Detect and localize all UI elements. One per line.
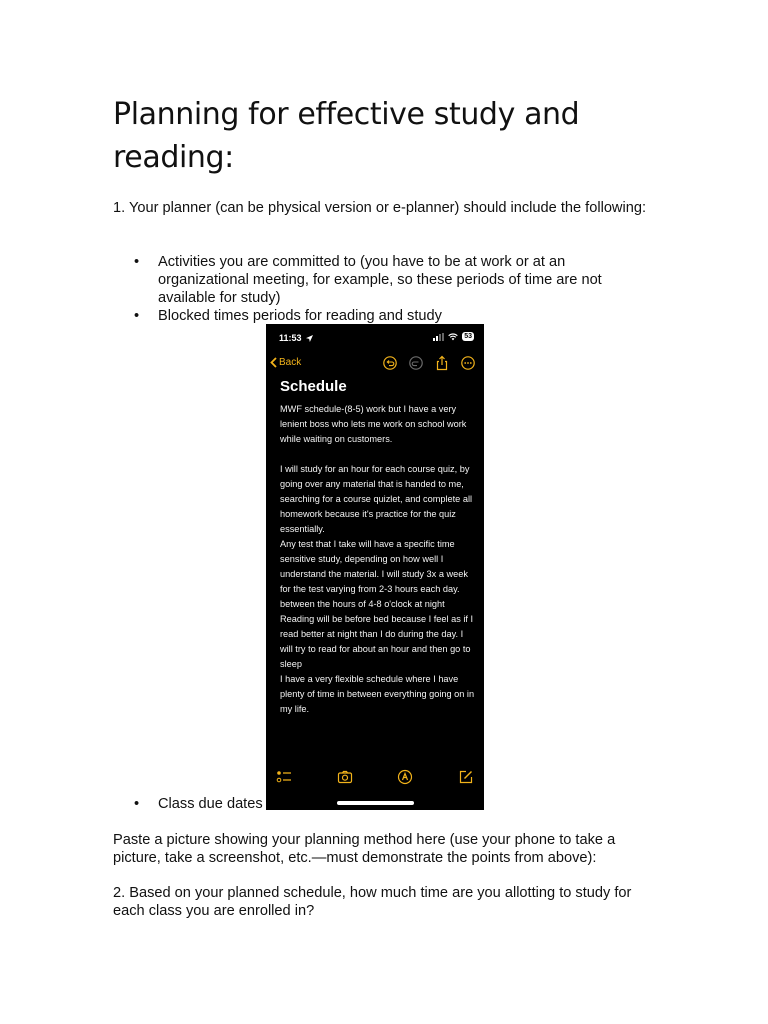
wifi-icon xyxy=(448,333,458,341)
share-icon[interactable] xyxy=(434,355,450,371)
bullet-text: Activities you are committed to (you have to be at work or at an organizational meeting, for example, so these periods of time are not available for study) xyxy=(158,254,602,306)
chevron-left-icon xyxy=(270,357,277,368)
more-icon[interactable] xyxy=(460,355,476,371)
paste-instruction: Paste a picture showing your planning method here (use your phone to take a picture, take a screenshot, etc.—must demonstrate the points from above): xyxy=(113,832,616,866)
signal-icon xyxy=(433,333,444,341)
bullet-icon: • xyxy=(134,308,140,324)
undo-icon[interactable] xyxy=(382,355,398,371)
question-1: 1. Your planner (can be physical version or e-planner) should include the following: xyxy=(113,200,646,216)
note-body[interactable]: MWF schedule-(8-5) work but I have a very lenient boss who lets me work on school work while waiting on customers. I will study for an hour for each course quiz, by going over any material that is handed to me, searching for a course quizlet, and complete all homework because it's practice for the quiz essentially. Any test that I take will have a specific time sensitive study, depending on how well I understand the material. I will study 3x a week for the test varying from 2-3 hours each day. between the hours of 4-8 o'clock at night Reading will be before bed because I feel as if I read better at night than I do during the day. I will try to read for about an hour and then go to sleep I have a very flexible schedule where I have plenty of time in between everything going on in my life. xyxy=(280,404,475,714)
status-time: 11:53 xyxy=(279,333,313,343)
status-indicators xyxy=(433,332,474,341)
checklist-icon[interactable] xyxy=(276,769,292,785)
question-2: 2. Based on your planned schedule, how much time are you allotting to study for each class you are enrolled in? xyxy=(113,885,632,919)
compose-icon[interactable] xyxy=(458,769,474,785)
battery-indicator: 53 xyxy=(464,333,472,340)
bullet-icon: • xyxy=(134,796,140,812)
redo-icon[interactable] xyxy=(408,355,424,371)
bottom-toolbar xyxy=(276,769,474,785)
bullet-text: Class due dates xyxy=(158,796,263,812)
back-button[interactable]: Back xyxy=(270,357,301,368)
phone-screenshot xyxy=(266,324,484,810)
bullet-text: Blocked times periods for reading and study xyxy=(158,308,442,324)
camera-icon[interactable] xyxy=(337,769,353,785)
note-title: Schedule xyxy=(280,378,347,395)
note-toolbar xyxy=(382,355,476,371)
bullet-icon: • xyxy=(134,254,140,270)
location-arrow-icon xyxy=(306,335,313,342)
markup-pen-icon[interactable] xyxy=(397,769,413,785)
page-title: Planning for effective study and reading: xyxy=(113,97,580,175)
